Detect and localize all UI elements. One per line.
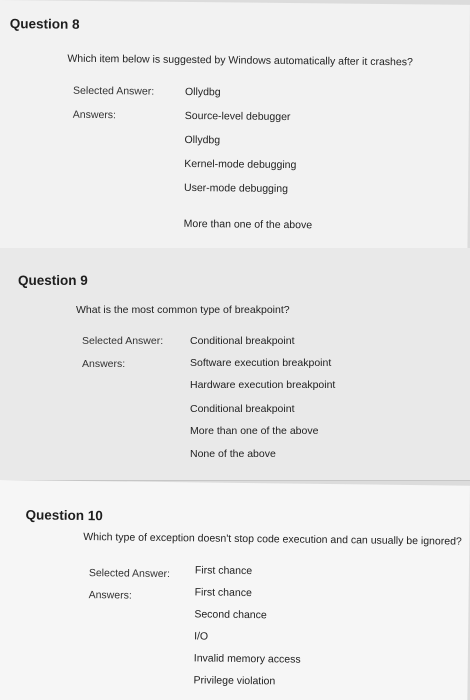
- question-8-answers-label: Answers:: [72, 108, 117, 122]
- question-10-block: [0, 480, 470, 700]
- question-8-selected-label: Selected Answer:: [72, 84, 155, 98]
- question-9-answer-3: Conditional breakpoint: [190, 403, 295, 415]
- question-9-selected-label: Selected Answer:: [82, 335, 164, 347]
- question-8-answer-4: User-mode debugging: [183, 181, 289, 196]
- question-10-answers-label: Answers:: [88, 589, 132, 602]
- question-8-answer-5: More than one of the above: [183, 217, 313, 232]
- question-10-text: Which type of exception doesn't stop code execution and can usually be ignored?: [83, 531, 462, 548]
- question-10-title: Question 10: [25, 507, 103, 524]
- question-9-answer-4: More than one of the above: [190, 425, 319, 437]
- question-9-text: What is the most common type of breakpoint?: [76, 304, 290, 316]
- question-8-answer-3: Kernel-mode debugging: [184, 157, 297, 172]
- question-8-answer-2: Ollydbg: [184, 133, 221, 147]
- question-9-selected-answer: Conditional breakpoint: [190, 335, 295, 347]
- question-10-answer-3: I/O: [194, 630, 209, 643]
- question-8-title: Question 8: [9, 16, 80, 32]
- question-9-answers-label: Answers:: [82, 358, 126, 370]
- question-10-answer-2: Second chance: [194, 608, 267, 622]
- question-8-selected-answer: Ollydbg: [184, 85, 221, 99]
- question-10-answer-5: Privilege violation: [193, 674, 276, 688]
- question-8-block: [0, 0, 470, 255]
- question-9-answer-2: Hardware execution breakpoint: [190, 379, 336, 391]
- question-9-answer-5: None of the above: [190, 448, 276, 460]
- question-9-answer-1: Software execution breakpoint: [190, 357, 332, 369]
- question-10-answer-4: Invalid memory access: [193, 652, 301, 666]
- question-9-title: Question 9: [18, 273, 88, 288]
- question-10-selected-answer: First chance: [194, 564, 253, 578]
- question-10-selected-label: Selected Answer:: [88, 567, 171, 581]
- question-8-answer-1: Source-level debugger: [184, 109, 291, 124]
- question-8-text: Which item below is suggested by Windows automatically after it crashes?: [67, 52, 413, 69]
- question-10-answer-1: First chance: [194, 586, 252, 600]
- question-9-block: [0, 248, 470, 480]
